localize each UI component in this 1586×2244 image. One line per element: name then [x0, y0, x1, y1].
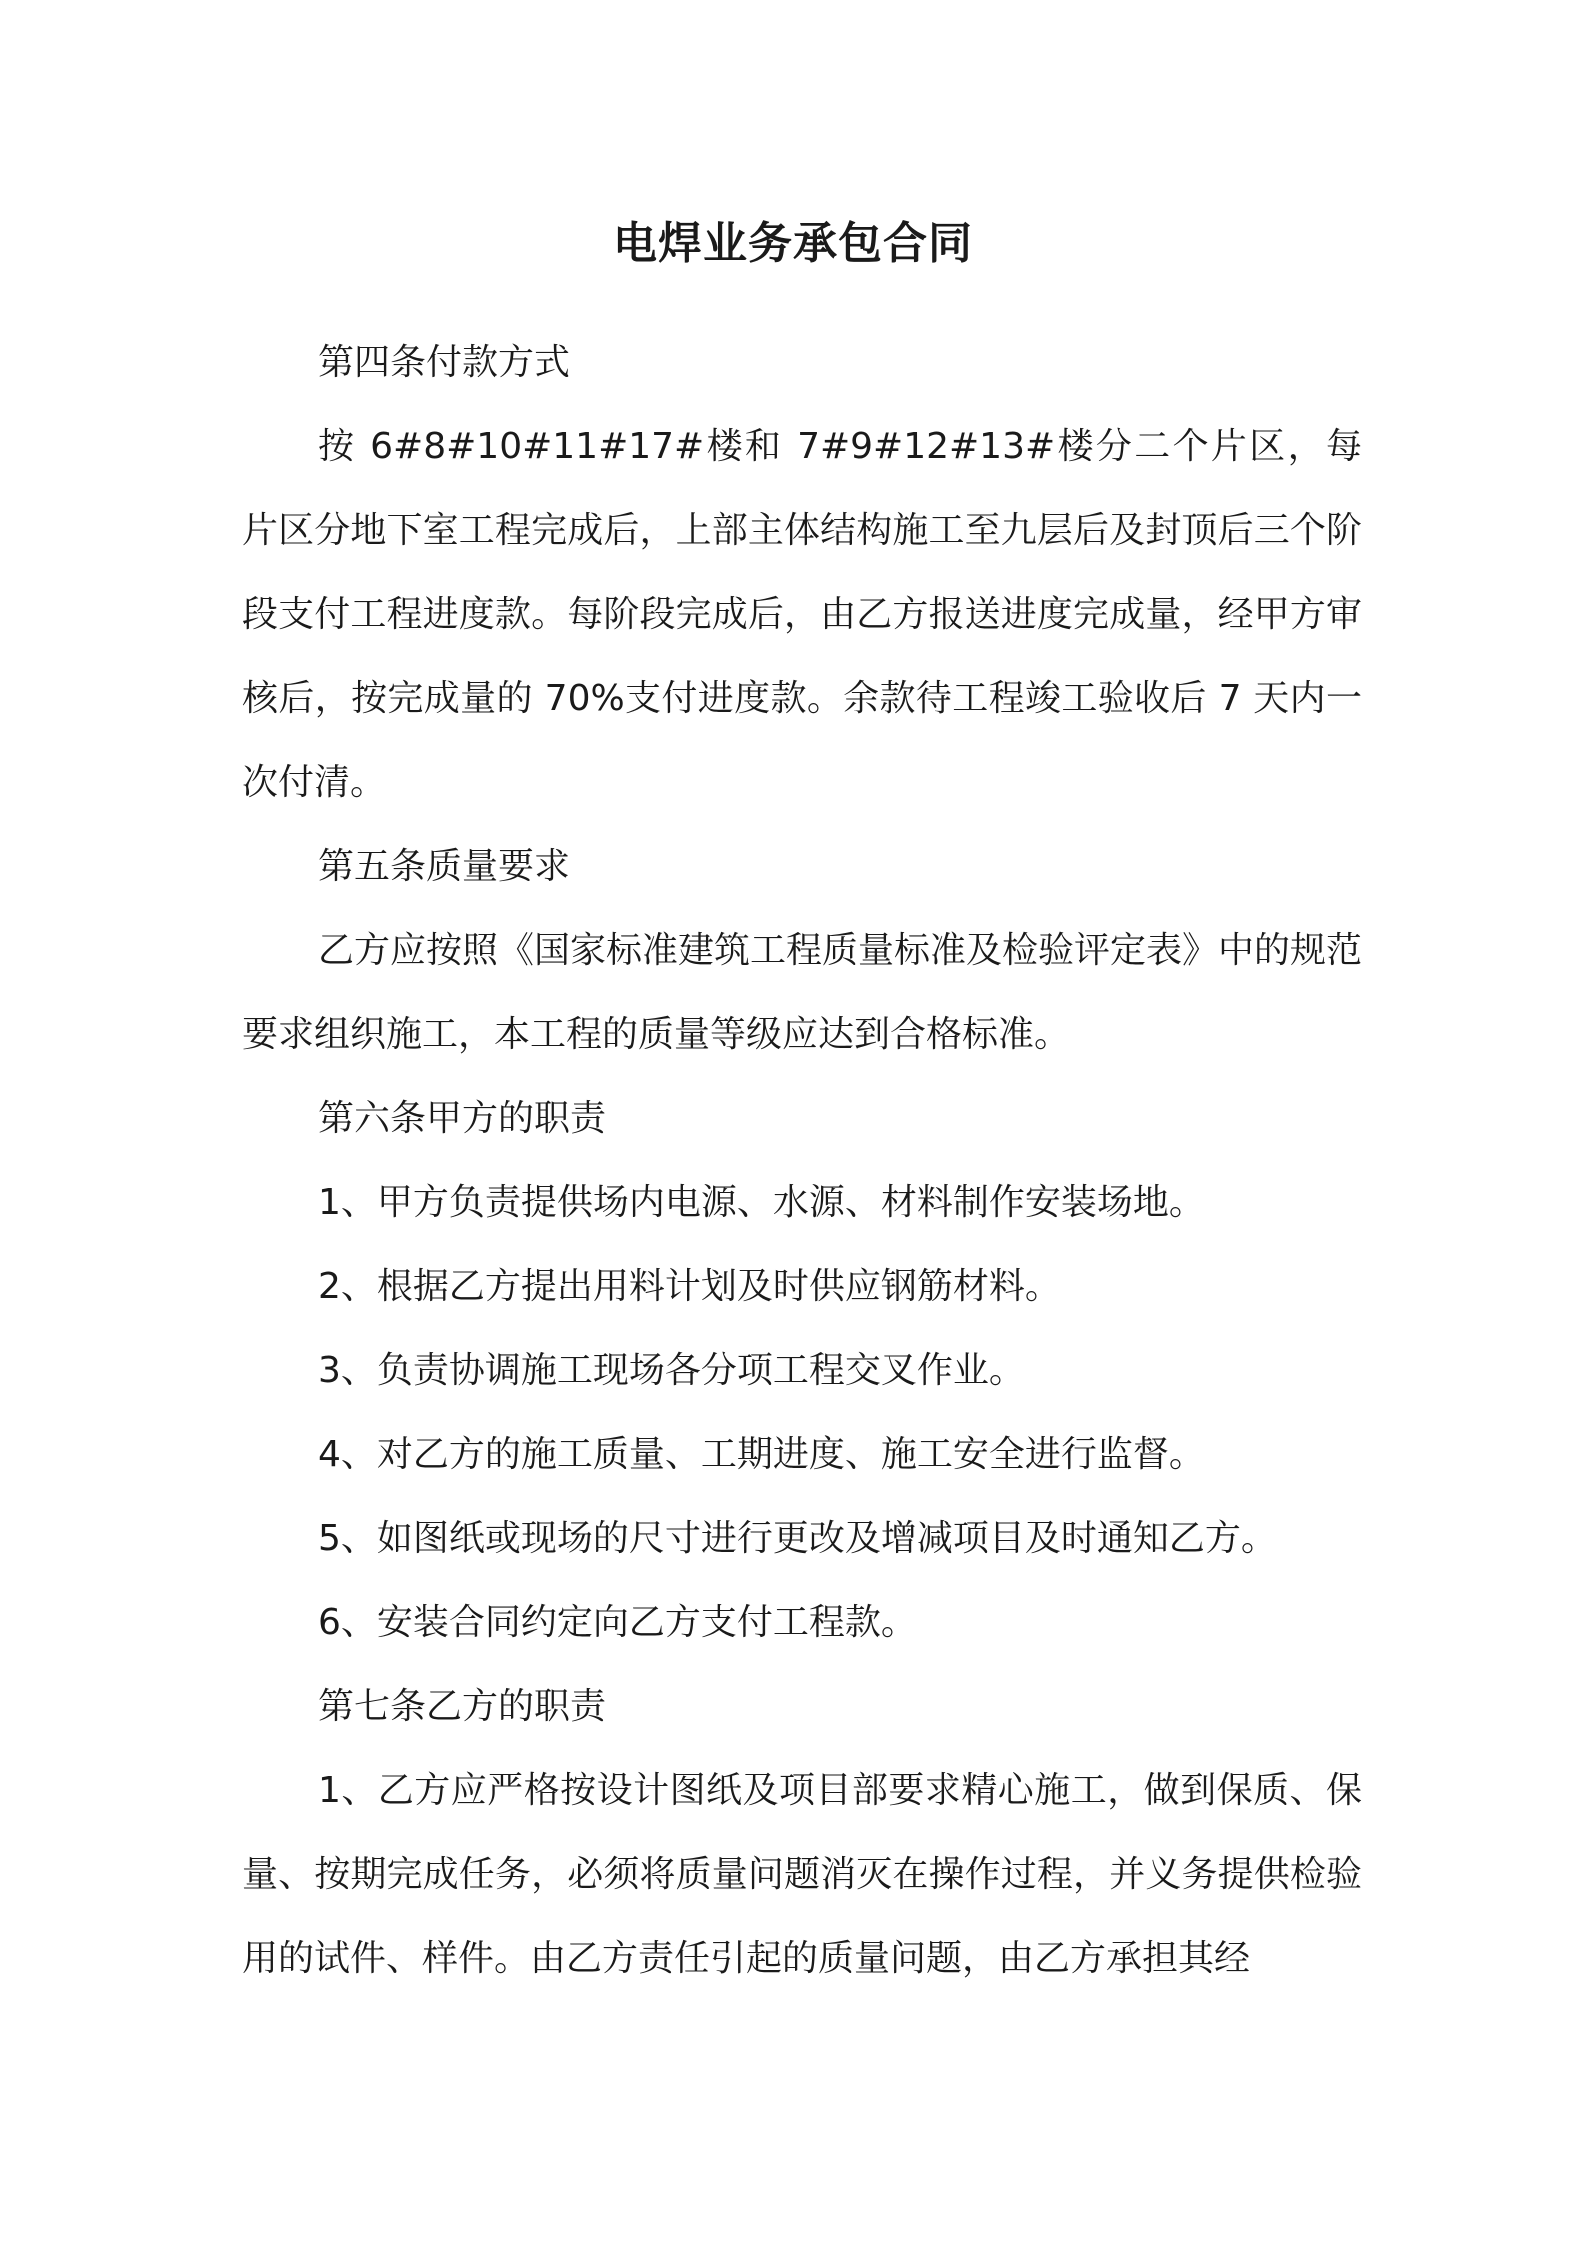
- section-heading-party-b-duties: 第七条乙方的职责: [318, 1686, 607, 1727]
- list-item-party-a-duty-3: 3、负责协调施工现场各分项工程交叉作业。: [318, 1350, 1025, 1391]
- document-title: 电焊业务承包合同: [613, 218, 973, 269]
- list-item-party-a-duty-5: 5、如图纸或现场的尺寸进行更改及增减项目及时通知乙方。: [318, 1518, 1277, 1559]
- list-item-party-b-duty-1: 1、乙方应严格按设计图纸及项目部要求精心施工，做到保质、保量、按期完成任务，必须将质量问题消灭在操作过程，并义务提供检验用的试件、样件。由乙方责任引起的质量问题，由乙方承担其经: [242, 1770, 1362, 1979]
- list-item-party-a-duty-6: 6、安装合同约定向乙方支付工程款。: [318, 1602, 917, 1643]
- paragraph-payment-terms: 按 6#8#10#11#17#楼和 7#9#12#13#楼分二个片区，每片区分地下室工程完成后，上部主体结构施工至九层后及封顶后三个阶段支付工程进度款。每阶段完成后，由乙方报送进度完成量，经甲方审核后，按完成量的 70%支付进度款。余款待工程竣工验收后 7 天内一次付清。: [242, 426, 1362, 803]
- document-body: [242, 321, 1362, 2001]
- paragraph-quality-requirements: 乙方应按照《国家标准建筑工程质量标准及检验评定表》中的规范要求组织施工，本工程的质量等级应达到合格标准。: [242, 930, 1363, 1055]
- list-item-party-a-duty-4: 4、对乙方的施工质量、工期进度、施工安全进行监督。: [318, 1434, 1205, 1475]
- section-heading-party-a-duties: 第六条甲方的职责: [318, 1098, 607, 1139]
- section-heading-quality: 第五条质量要求: [318, 846, 571, 887]
- list-item-party-a-duty-1: 1、甲方负责提供场内电源、水源、材料制作安装场地。: [318, 1182, 1205, 1223]
- list-item-party-a-duty-2: 2、根据乙方提出用料计划及时供应钢筋材料。: [318, 1266, 1061, 1307]
- section-heading-payment: 第四条付款方式: [318, 342, 571, 383]
